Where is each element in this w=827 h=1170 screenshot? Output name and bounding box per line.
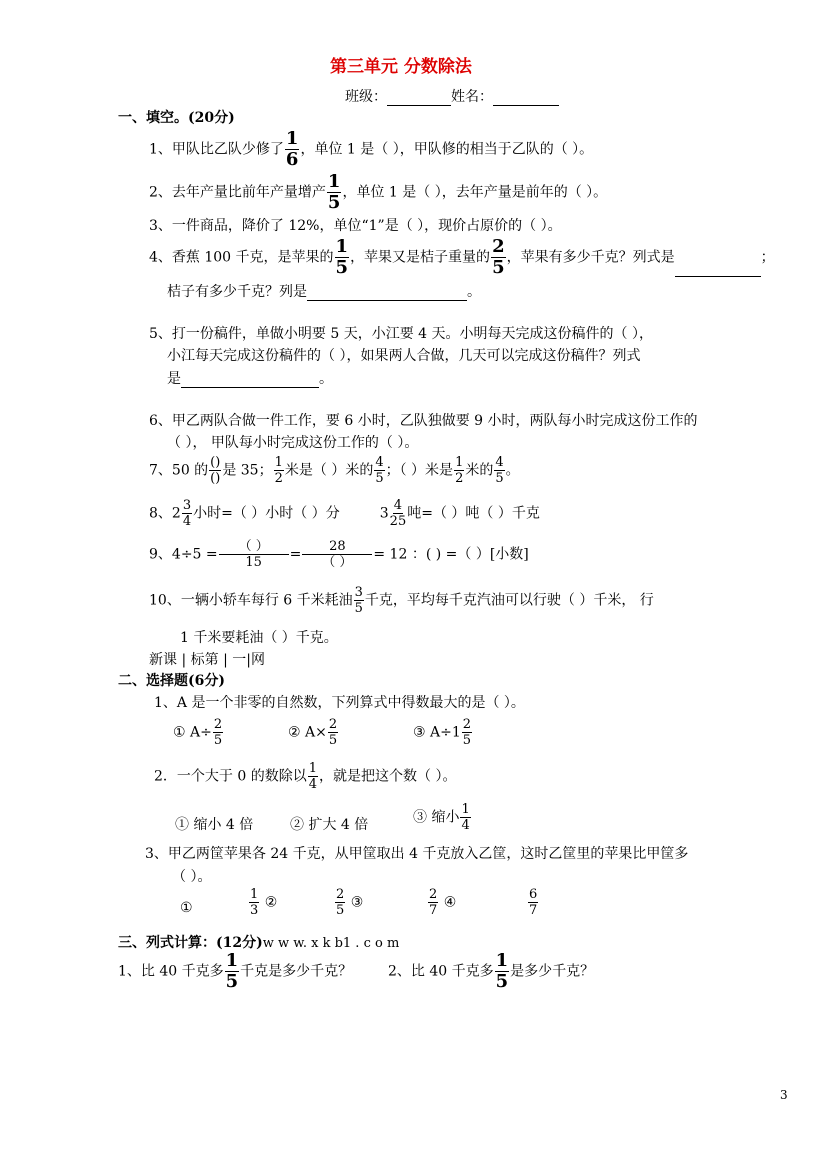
q1-10 (149, 586, 654, 615)
answer-blank[interactable] (307, 300, 467, 301)
q2-3-line1: 3、甲乙两筐苹果各 24 千克，从甲筐取出 4 千克放入乙筐，这时乙筐里的苹果比甲筐多 (145, 846, 689, 862)
q2-3-option1-label[interactable]: ① (180, 900, 193, 916)
q3-2-text-b: 是多少千克？ (510, 963, 595, 980)
q3-1-text-b: 千克是多少千克？ (240, 963, 353, 980)
q1-5-line1: 5、打一份稿件，单做小明要 5 天，小江要 4 天。小明每天完成这份稿件的（ ）， (149, 326, 653, 342)
name-label: 姓名： (451, 89, 493, 105)
option-label: ③ A÷1 (413, 724, 461, 741)
q2-3-option2[interactable] (334, 888, 363, 917)
q1-10-text-b: 千克，平均每千克汽油可以行驶（ ）千米， 行 (364, 592, 654, 609)
section3-heading-line (118, 932, 399, 952)
fraction: $\frac{4}{25}$ (389, 498, 407, 529)
fraction: $\frac{( )}{15}$ (219, 540, 289, 569)
q1-6-line2: （ ）， 甲队每小时完成这份工作的（ ）。 (167, 435, 419, 451)
fraction: $\frac{2}{5}$ (462, 717, 472, 748)
page-title: 第三单元 分数除法 (330, 57, 472, 77)
q1-6-line1: 6、甲乙两队合做一件工作，要 6 小时，乙队独做要 9 小时，两队每小时完成这份工作的 (149, 413, 698, 429)
option-label: ① A÷ (173, 724, 212, 741)
q2-3-line2: （ ）。 (172, 869, 212, 885)
option-label: ④ (443, 894, 457, 911)
watermark-text: 新课 | 标第 | 一|网 (149, 652, 265, 668)
q1-7-text-b: 是 35； (222, 462, 273, 479)
fraction: $\frac{1}{5}$ (225, 950, 239, 992)
fraction: $\frac{3}{5}$ (354, 585, 363, 616)
q1-7-text-e: 米的 (465, 462, 494, 479)
answer-blank[interactable] (675, 276, 761, 277)
section1-heading: 一、填空。(20分) (118, 110, 235, 126)
q1-1-text-b: ，单位 1 是（ ），甲队修的相当于乙队的（ ）。 (300, 141, 594, 158)
q1-2-text-b: ，单位 1 是（ ），去年产量是前年的（ ）。 (342, 184, 608, 201)
class-label: 班级： (345, 89, 387, 105)
q1-9 (149, 540, 529, 569)
q1-1-text-a: 1、甲队比乙队少修了 (149, 141, 284, 158)
q2-3-option3[interactable] (427, 888, 456, 917)
q1-8-text-d: 吨=（ ）吨（ ）千克 (407, 505, 540, 522)
q2-3-option1[interactable] (248, 888, 277, 917)
web-text: w w w. x k b1 . c o m (262, 936, 400, 951)
fraction: $\frac{1}{4}$ (461, 802, 470, 833)
fraction: $\frac{6}{7}$ (529, 887, 538, 918)
page-number: 3 (780, 1088, 788, 1102)
q1-8-text-c: 3 (379, 505, 389, 522)
fraction: $\frac{28}{( )}$ (302, 540, 372, 569)
q1-4-line2-text: 桔子有多少千克？列是 (167, 284, 307, 300)
q1-7-text-a: 7、50 的 (149, 462, 209, 479)
class-blank[interactable] (387, 105, 451, 106)
q2-2-option1[interactable]: ① 缩小 4 倍 (175, 817, 254, 833)
fraction: $\frac{2}{5}$ (492, 236, 505, 278)
q1-4-line2 (167, 281, 481, 301)
fraction: $\frac{()}{()}$ (210, 455, 221, 486)
q1-1 (149, 130, 593, 169)
q1-10-text-a: 10、一辆小轿车每行 6 千米耗油 (149, 592, 353, 609)
answer-blank[interactable] (181, 387, 319, 388)
q1-5-line3 (167, 368, 333, 388)
fraction: $\frac{4}{5}$ (495, 455, 504, 486)
q2-2-option3[interactable] (413, 803, 472, 832)
q2-1-option3[interactable] (413, 718, 473, 747)
fraction: $\frac{1}{4}$ (308, 761, 317, 792)
name-blank[interactable] (493, 105, 559, 106)
option-label: ③ (350, 894, 364, 911)
q1-7-text-g: 。 (505, 462, 520, 479)
q1-7-text-d: ；（ ）米是 (385, 462, 454, 479)
q2-2 (154, 762, 456, 791)
class-name-line (345, 86, 559, 106)
q3-2 (388, 952, 594, 991)
section2-heading: 二、选择题(6分) (118, 673, 225, 689)
q1-2-text-a: 2、去年产量比前年产量增产 (149, 184, 326, 201)
fraction: $\frac{3}{4}$ (182, 498, 192, 529)
q2-1-option1[interactable] (173, 718, 224, 747)
fraction: $\frac{4}{5}$ (375, 455, 384, 486)
fraction: $\frac{1}{3}$ (250, 887, 259, 918)
q2-2-text-b: ，就是把这个数（ ）。 (319, 768, 457, 785)
q1-3: 3、一件商品，降价了 12%，单位“1”是（ ），现价占原价的（ ）。 (149, 218, 562, 234)
option-label: ③ 缩小 (413, 809, 460, 826)
option-label: ② (264, 894, 278, 911)
q2-2-text-a: 2．一个大于 0 的数除以 (154, 768, 307, 785)
fraction: $\frac{1}{6}$ (285, 128, 299, 170)
q1-9-text-a: 9、4÷5 = (149, 546, 218, 563)
q1-4 (149, 238, 775, 277)
fraction: $\frac{2}{5}$ (336, 887, 345, 918)
q1-9-eq: = (289, 546, 302, 563)
fraction: $\frac{2}{5}$ (328, 717, 338, 748)
q2-1: 1、A 是一个非零的自然数，下列算式中得数最大的是（ ）。 (154, 695, 525, 711)
q3-1-text-a: 1、比 40 千克多 (118, 963, 224, 980)
fraction: $\frac{1}{2}$ (455, 455, 464, 486)
q3-1 (118, 952, 352, 991)
fraction: $\frac{1}{2}$ (274, 455, 283, 486)
section3-heading: 三、列式计算：(12分) (118, 935, 263, 951)
fraction: $\frac{1}{5}$ (327, 171, 341, 213)
fraction: $\frac{1}{5}$ (335, 236, 349, 278)
fraction: $\frac{2}{5}$ (213, 717, 223, 748)
q2-1-option2[interactable] (288, 718, 339, 747)
q2-3-option4[interactable] (527, 888, 539, 917)
q1-7-text-c: 米是（ ）米的 (284, 462, 374, 479)
q1-4-text-b: ，苹果又是桔子重量的 (350, 249, 491, 266)
q1-5-line2: 小江每天完成这份稿件的（ ），如果两人合做，几天可以完成这份稿件？列式 (167, 348, 641, 364)
fraction: $\frac{1}{5}$ (495, 950, 509, 992)
q1-10-line2: 1 千米要耗油（ ）千克。 (180, 630, 338, 646)
q1-9-text-b: = 12 ：( ) =（ ）[小数] (373, 546, 529, 563)
q1-5-line3-end: 。 (319, 371, 333, 387)
q1-2 (149, 173, 607, 212)
q1-8-text-b: 小时=（ ）小时（ ）分 (193, 505, 340, 522)
q1-5-line3-text: 是 (167, 371, 181, 387)
q2-2-option2[interactable]: ② 扩大 4 倍 (290, 817, 369, 833)
fraction: $\frac{2}{7}$ (429, 887, 438, 918)
option-label: ② A× (288, 724, 327, 741)
q1-4-line2-end: 。 (467, 284, 481, 300)
q1-4-text-c: ，苹果有多少千克？列式是 (506, 249, 675, 266)
q1-8-text-a: 8、2 (149, 505, 181, 522)
q1-4-text-a: 4、香蕉 100 千克，是苹果的 (149, 249, 334, 266)
q1-7 (149, 456, 520, 485)
q1-8 (149, 499, 540, 528)
q3-2-text-a: 2、比 40 千克多 (388, 963, 494, 980)
q1-4-text-d: ； (760, 249, 775, 266)
